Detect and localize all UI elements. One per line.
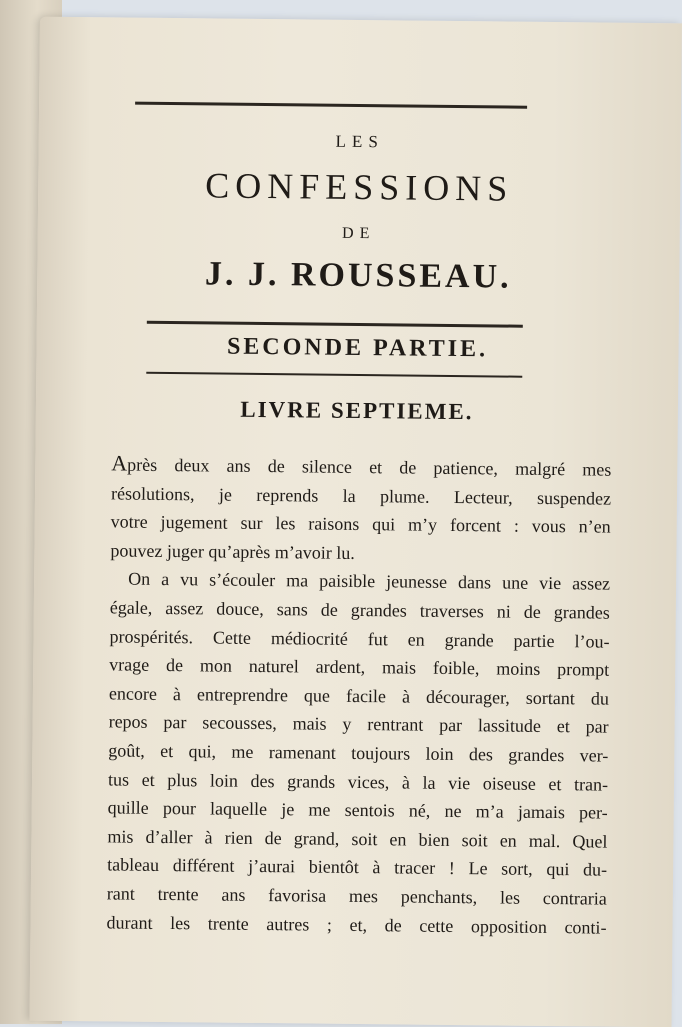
title-les: LES (335, 131, 384, 152)
book-page (30, 17, 682, 1027)
partie-rule-bottom (146, 372, 522, 378)
text-line: égale, assez douce, sans de grandes traverses ni de grandes (109, 597, 610, 623)
text-line: mis d’aller à rien de grand, soit en bien soit en mal. Quel (107, 826, 608, 852)
text-line: votre jugement sur les raisons qui m’y forcent : vous n’en (110, 511, 611, 537)
title-de: DE (342, 224, 376, 243)
text-line-content: près deux ans de silence et de patience, malgré mes (127, 454, 612, 480)
text-line: repos par secousses, mais y rentrant par lassitude et par (108, 711, 609, 737)
text-line: prospérités. Cette médiocrité fut en grande partie l’ou- (109, 625, 610, 652)
drop-cap: A (111, 450, 128, 476)
author-name: J. J. ROUSSEAU. (204, 255, 512, 296)
body-text (106, 449, 611, 941)
text-line: vrage de mon naturel ardent, mais foible, moins prompt (109, 654, 610, 680)
book-heading: LIVRE SEPTIEME. (240, 396, 474, 425)
text-line (111, 449, 611, 484)
top-rule (135, 102, 527, 109)
title-confessions: CONFESSIONS (205, 165, 514, 209)
text-line: tus et plus loin des grands vices, à la vie oiseuse et tran- (107, 768, 609, 795)
text-line: résolutions, je reprends la plume. Lecteur, suspendez (110, 483, 612, 509)
part-heading: SECONDE PARTIE. (226, 333, 489, 363)
text-line: rant trente ans favorisa mes penchants, les contraria (106, 883, 607, 909)
partie-rule-top (147, 321, 523, 328)
text-line: On a vu s’écouler ma paisible jeunesse dans une vie assez (128, 568, 611, 595)
text-line: durant les trente autres ; et, de cette opposition conti- (106, 911, 607, 938)
text-line: goût, et qui, me ramenant toujours loin des grandes ver- (108, 740, 609, 766)
text-line: pouvez juger qu’après m’avoir lu. (110, 540, 355, 563)
text-line: tableau différent j’aurai bientôt à tracer ! Le sort, qui du- (107, 854, 608, 880)
text-line: quille pour laquelle je me sentois né, ne m’a jamais per- (107, 797, 608, 823)
text-line: encore à entreprendre que facile à décourager, sortant du (108, 683, 610, 709)
